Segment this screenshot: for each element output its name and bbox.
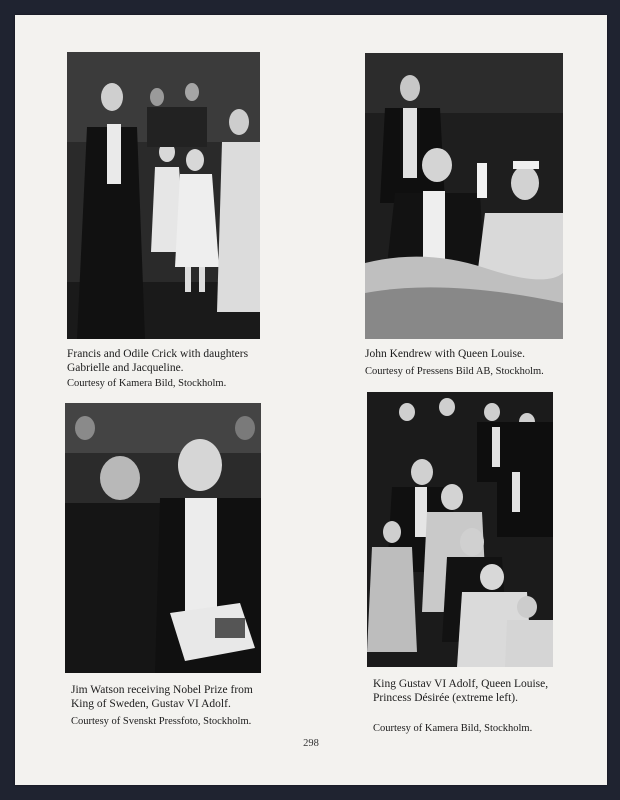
caption-royal-family: King Gustav VI Adolf, Queen Louise, Princess Désirée (extreme left). <box>373 678 549 704</box>
photo-royal-family <box>367 392 553 667</box>
credit-watson-prize: Courtesy of Svenskt Pressfoto, Stockholm. <box>71 716 252 727</box>
credit-royal-family: Courtesy of Kamera Bild, Stockholm. <box>373 723 533 734</box>
caption-watson-prize: Jim Watson receiving Nobel Prize from King of Sweden, Gustav VI Adolf. <box>71 684 253 710</box>
credit-crick-family: Courtesy of Kamera Bild, Stockholm. <box>67 378 227 389</box>
photo-watson-prize <box>65 403 261 673</box>
page-number: 298 <box>303 738 319 749</box>
book-page <box>15 15 607 785</box>
caption-kendrew-queen: John Kendrew with Queen Louise. <box>365 348 526 360</box>
credit-kendrew-queen: Courtesy of Pressens Bild AB, Stockholm. <box>365 366 544 377</box>
photo-crick-family <box>67 52 260 339</box>
photo-kendrew-queen <box>365 53 563 339</box>
caption-crick-family: Francis and Odile Crick with daughters Gabrielle and Jacqueline. <box>67 348 249 374</box>
